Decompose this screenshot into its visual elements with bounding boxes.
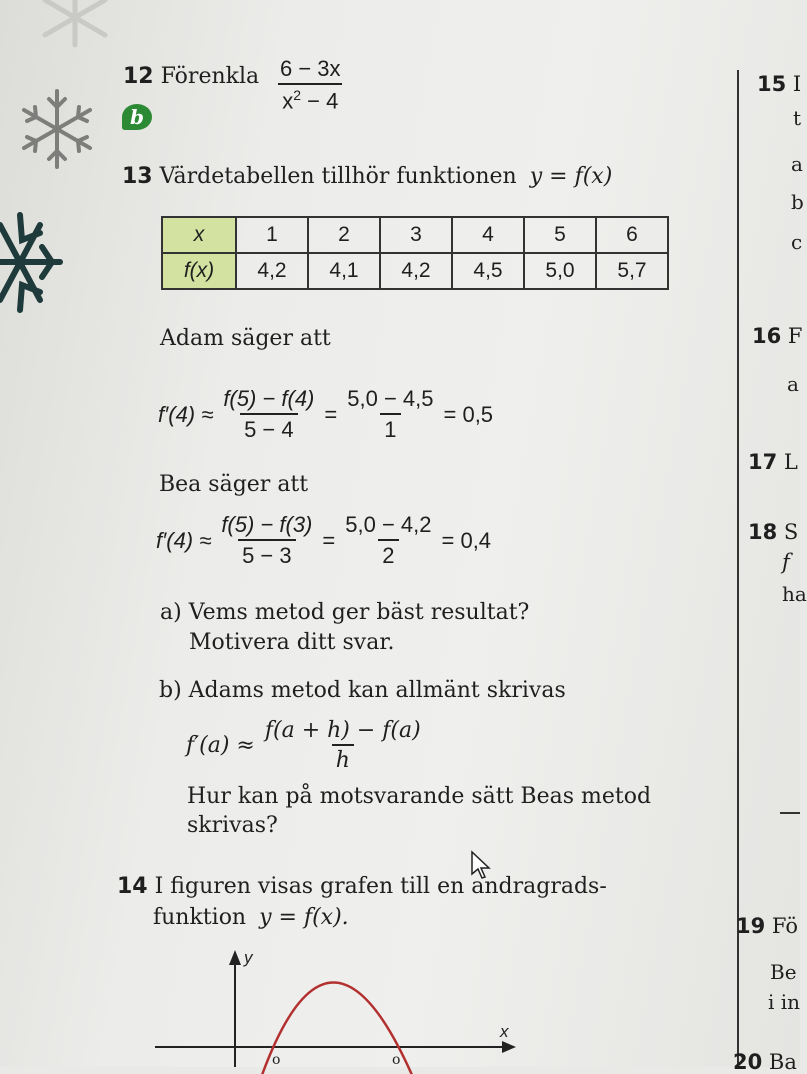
formula-result: = 0,4 [442,528,492,554]
fraction-numerator: 6 − 3x [276,56,345,83]
problem-14-line2 [153,905,349,930]
snowflake-grey-icon [14,86,100,172]
fraction-numerator: f(5) − f(4) [219,386,318,413]
bea-formula [156,512,491,569]
general-formula [186,718,425,773]
function-expression: y = f(x) [530,164,613,189]
graph-mark: o [272,1052,280,1068]
parabola-graph [150,945,530,1067]
table-cell: 6 [596,217,668,253]
table-row [162,217,668,253]
problem-15-stub: 15 I [757,72,801,96]
fraction-numerator: f(a + h) − f(a) [261,718,425,744]
subquestion-label: b) [159,678,182,703]
problem-text: Förenkla [161,64,260,89]
table-cell: 5,7 [596,253,668,289]
table-header-cell: f(x) [162,253,236,289]
right-text-fragment: a [791,152,803,176]
problem-16-stub: 16 F [752,324,803,348]
table-cell: 5,0 [524,253,596,289]
fraction-denominator: 5 − 3 [238,539,296,569]
fraction-denominator: 2 [378,539,398,569]
problem-12 [123,64,259,89]
problem-17-stub: 17 L [748,450,798,474]
subquestion-text: Adams metod kan allmänt skrivas [189,678,566,703]
problem-13 [122,164,612,189]
parabola-curve [262,983,412,1074]
problem-text: I figuren visas grafen till en andragrads- [155,874,607,899]
right-text-fragment: b [791,190,804,214]
subquestion-b [159,678,566,703]
problem-number: 13 [122,164,153,189]
table-cell: 2 [308,217,380,253]
table-cell: 5 [524,217,596,253]
problem-14 [117,874,607,899]
subquestion-label: a) [160,600,182,625]
right-text-fragment: i in [768,990,800,1014]
table-cell: 4 [452,217,524,253]
graph-mark: o [392,1052,400,1068]
snowflake-dark-icon [0,205,70,320]
table-header-cell: x [162,217,236,253]
table-cell: 4,2 [380,253,452,289]
formula-lhs: f′(4) ≈ [158,402,213,428]
adam-formula [158,386,493,443]
x-axis-label: x [499,1022,509,1041]
table-cell: 1 [236,217,308,253]
problem-number: 12 [123,64,154,89]
divider-line [780,812,800,814]
problem-text: funktion [153,905,246,930]
problem-20-stub: 20 Ba [733,1050,797,1074]
equals-sign: = [324,402,337,428]
problem-19-stub: 19 Fö [736,914,798,938]
table-row [162,253,668,289]
fraction-numerator: f(5) − f(3) [217,512,316,539]
right-text-fragment: Be [770,960,797,984]
fraction-numerator: 5,0 − 4,5 [343,386,437,413]
subquestion-a [160,600,529,625]
y-axis-arrow-icon [229,950,241,965]
fraction-12 [276,56,345,114]
snowflake-top-icon [0,0,160,60]
value-table [161,216,669,290]
right-text-fragment: a [787,372,799,396]
problem-18-stub: 18 S [748,520,798,544]
formula-lhs: f′(4) ≈ [156,528,211,554]
adam-intro: Adam säger att [160,326,331,351]
right-text-fragment: ha [782,582,807,606]
right-text-fragment: t [793,106,801,130]
problem-text: Värdetabellen tillhör funktionen [160,164,517,189]
formula-result: = 0,5 [444,402,494,428]
table-cell: 4,1 [308,253,380,289]
problem-number: 14 [117,874,148,899]
subquestion-a-line2: Motivera ditt svar. [189,630,394,655]
function-expression: y = f(x). [259,905,349,930]
table-cell: 3 [380,217,452,253]
fraction-numerator: 5,0 − 4,2 [341,512,435,539]
level-b-badge-icon: b [122,104,152,130]
subquestion-b-line2: Hur kan på motsvarande sätt Beas metod [187,784,651,809]
fraction-denominator: $x^2 - 4$ [278,83,342,114]
bea-intro: Bea säger att [159,472,308,497]
formula-lhs: f′(a) ≈ [186,733,255,758]
right-text-fragment: c [791,230,802,254]
table-cell: 4,5 [452,253,524,289]
table-cell: 4,2 [236,253,308,289]
equals-sign: = [322,528,335,554]
fraction-denominator: 5 − 4 [240,413,298,443]
x-axis-arrow-icon [502,1041,516,1053]
fraction-denominator: 1 [380,413,400,443]
right-text-fragment: f [782,550,790,574]
subquestion-b-line3: skrivas? [187,813,278,838]
y-axis-label: y [243,948,254,967]
subquestion-text: Vems metod ger bäst resultat? [189,600,530,625]
fraction-denominator: h [332,744,354,773]
